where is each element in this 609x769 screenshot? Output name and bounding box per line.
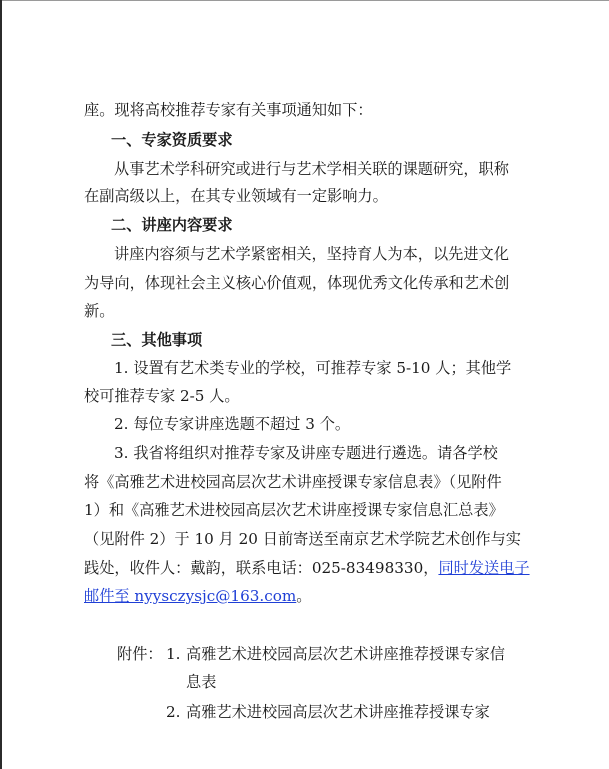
section-2-line-2: 为导向，体现社会主义核心价值观，体现优秀文化传承和艺术创 [84,274,510,292]
page-left-edge [0,0,2,769]
contact-text: 践处，收件人：戴韵，联系电话：025-83498330， [84,559,439,577]
email-link-part-1[interactable]: 同时发送电子 [438,559,530,577]
section-3-line-4: 3. 我省将组织对推荐专家及讲座专题进行遴选。请各学校 [114,444,498,462]
section-1-line-2: 在副高级以上，在其专业领域有一定影响力。 [84,187,388,205]
section-2-line-1: 讲座内容须与艺术学紧密相关，坚持育人为本，以先进文化 [114,245,509,263]
section-3-line-9 [84,586,311,606]
section-3-line-1: 1. 设置有艺术类专业的学校，可推荐专家 5-10 人；其他学 [114,359,512,377]
page-top-edge [0,0,609,1]
section-3-line-5: 将《高雅艺术进校园高层次艺术讲座授课专家信息表》（见附件 [84,473,502,491]
section-3-line-6: 1）和《高雅艺术进校园高层次艺术讲座授课专家信息汇总表》 [84,501,504,519]
section-1-title: 一、专家资质要求 [111,131,233,149]
email-line-tail: 。 [296,587,312,605]
section-3-line-2: 校可推荐专家 2-5 人。 [84,387,240,405]
section-1-line-1: 从事艺术学科研究或进行与艺术学相关联的课题研究，职称 [114,160,509,178]
section-2-title: 二、讲座内容要求 [111,216,233,234]
attachment-1-line-2: 息表 [186,673,217,691]
section-3-line-8 [84,558,530,578]
section-3-line-3: 2. 每位专家讲座选题不超过 3 个。 [114,415,351,433]
attachment-1-number: 1. [166,645,181,663]
attachment-1-line-1: 高雅艺术进校园高层次艺术讲座推荐授课专家信 [186,645,505,663]
email-link-part-2[interactable]: 邮件至 nyysczysjc@163.com [84,587,297,605]
attachment-2-line-1: 高雅艺术进校园高层次艺术讲座推荐授课专家 [186,703,490,721]
attachment-label: 附件： [117,645,163,663]
section-3-title: 三、其他事项 [111,331,203,349]
attachment-2-number: 2. [166,703,181,721]
intro-line: 座。现将高校推荐专家有关事项通知如下： [84,101,373,119]
section-2-line-3: 新。 [84,302,115,320]
section-3-line-7: （见附件 2）于 10 月 20 日前寄送至南京艺术学院艺术创作与实 [84,530,521,548]
